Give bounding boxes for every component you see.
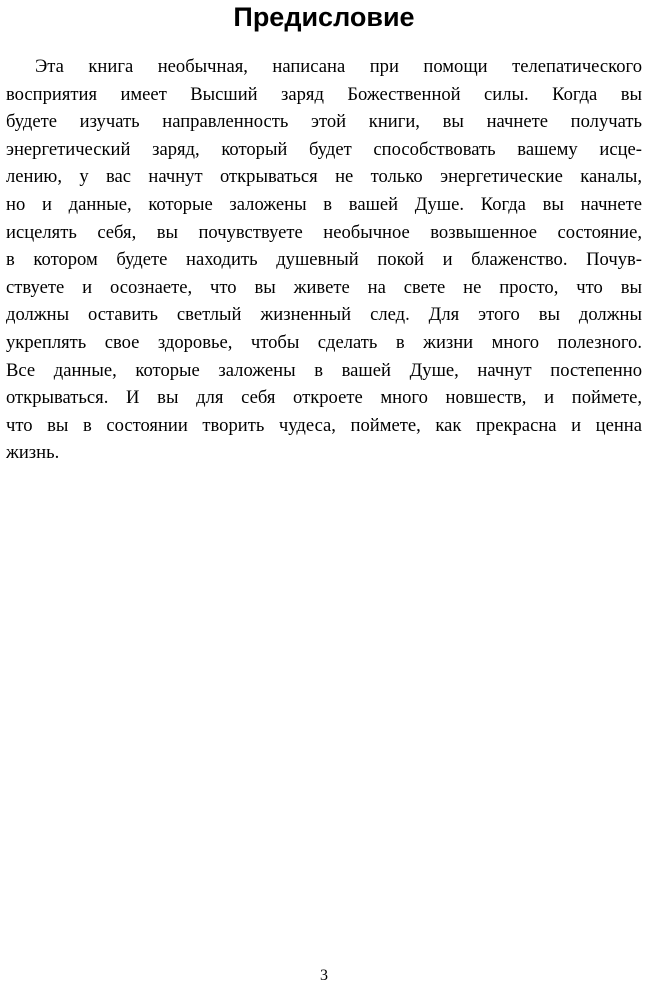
- page-title: Предисловие: [233, 2, 415, 32]
- paragraph-line: жизнь.: [6, 442, 60, 464]
- paragraph-line: должны оставить светлый жизненный след. Для этого вы должны: [6, 304, 642, 326]
- paragraph-line: что вы в состоянии творить чудеса, поймете, как прекрасна и ценна: [6, 414, 642, 436]
- paragraph-line: в котором будете находить душевный покой и блаженство. Почув-: [6, 249, 642, 271]
- preface-paragraph: [6, 53, 642, 467]
- page-number: 3: [320, 967, 328, 984]
- paragraph-line: восприятия имеет Высший заряд Божественной силы. Когда вы: [6, 83, 642, 105]
- paragraph-line: будете изучать направленность этой книги, вы начнете получать: [6, 111, 642, 133]
- paragraph-line: укреплять свое здоровье, чтобы сделать в жизни много полезного.: [6, 331, 642, 353]
- paragraph-line: энергетический заряд, который будет способствовать вашему исце-: [6, 138, 642, 160]
- paragraph-line: исцелять себя, вы почувствуете необычное возвышенное состояние,: [6, 221, 642, 243]
- paragraph-line: ствуете и осознаете, что вы живете на свете не просто, что вы: [6, 276, 642, 298]
- paragraph-line: открываться. И вы для себя откроете много новшеств, и поймете,: [6, 387, 642, 409]
- paragraph-line: но и данные, которые заложены в вашей Душе. Когда вы начнете: [6, 193, 642, 215]
- paragraph-line: лению, у вас начнут открываться не только энергетические каналы,: [6, 166, 642, 188]
- paragraph-line: Эта книга необычная, написана при помощи телепатического: [35, 56, 642, 77]
- paragraph-line: Все данные, которые заложены в вашей Душе, начнут постепенно: [6, 359, 642, 381]
